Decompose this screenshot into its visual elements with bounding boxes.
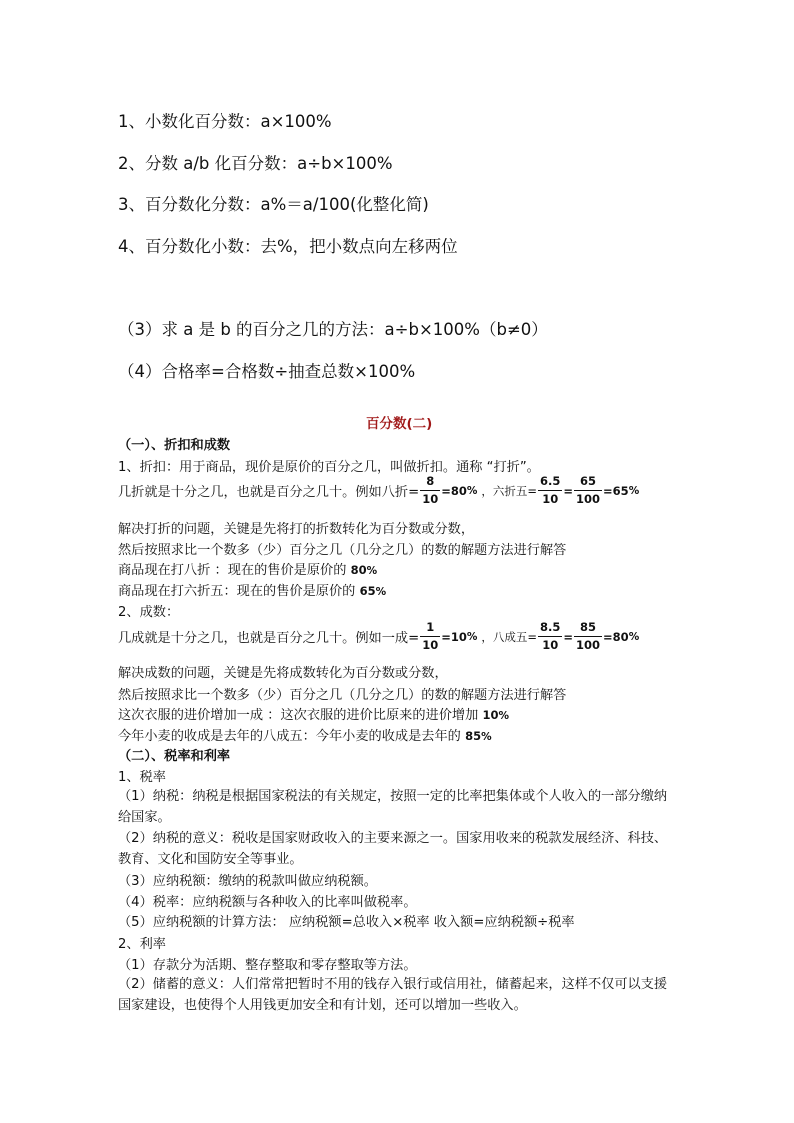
discount-example-1-result: =80 <box>441 483 467 498</box>
chengshu-example-sep: ，八成五= <box>481 629 538 644</box>
percent-sign: % <box>466 630 478 643</box>
method-4: （4）合格率=合格数÷抽查总数×100% <box>118 362 416 381</box>
interest-paragraph-2: （2）储蓄的意义：人们常常把暂时不用的钱存入银行或信用社，储蓄起来，这样不仅可以支援国家建设，也使得个人用钱更加安全和有计划，还可以增加一些收入。 <box>118 977 668 1013</box>
chengshu-example-2-result: =80 <box>603 629 629 644</box>
method-3: （3）求 a 是 b 的百分之几的方法：a÷b×100%（b≠0） <box>118 320 548 339</box>
discount-example-sep: ，六折五= <box>481 483 538 498</box>
chengshu-example-line <box>118 622 639 651</box>
chengshu-solve-2: 然后按照求比一个数多（少）百分之几（几分之几）的数的解题方法进行解答 <box>118 688 567 703</box>
chengshu-example-1-result: =10 <box>441 629 467 644</box>
tax-paragraph-3: （3）应纳税额：缴纳的税款叫做应纳税额。 <box>118 874 377 889</box>
interest-paragraph-1: （1）存款分为活期、整存整取和零存整取等方法。 <box>118 958 417 973</box>
discount-case-2: 商品现在打六折五：现在的售价是原价的 65% <box>118 584 387 599</box>
formula-1: 1、小数化百分数：a×100% <box>118 112 332 131</box>
formula-4: 4、百分数化小数：去%，把小数点向左移两位 <box>118 237 458 256</box>
discount-solve-2: 然后按照求比一个数多（少）百分之几（几分之几）的数的解题方法进行解答 <box>118 543 567 558</box>
discount-case-1: 商品现在打八折 ：现在的售价是原价的 80% <box>118 563 378 578</box>
tax-heading: （二）、税率和利率 <box>118 749 231 764</box>
section-title: 百分数(二) <box>366 416 433 432</box>
discount-heading: （一）、折扣和成数 <box>118 438 231 453</box>
equals-sign: = <box>563 483 574 498</box>
chengshu-case-2: 今年小麦的收成是去年的八成五：今年小麦的收成是去年的 85% <box>118 729 492 744</box>
equals-sign: = <box>563 629 574 644</box>
percent-sign: % <box>628 630 640 643</box>
chengshu-case-1: 这次衣服的进价增加一成 ：这次衣服的进价比原来的进价增加 10% <box>118 708 509 723</box>
formula-3: 3、百分数化分数：a%＝a/100(化整化简) <box>118 195 429 214</box>
fraction-1-10: $\frac{1}{10}$ <box>422 620 439 652</box>
fraction-6.5-10: $\frac{6.5}{10}$ <box>540 474 561 506</box>
chengshu-solve-1: 解决成数的问题，关键是先将成数转化为百分数或分数， <box>118 666 448 681</box>
interest-subheading: 2、利率 <box>118 937 166 952</box>
discount-example-prefix: 几折就是十分之几，也就是百分之几十。例如八折= <box>118 485 420 500</box>
fraction-8.5-10: $\frac{8.5}{10}$ <box>540 620 561 652</box>
fraction-65-100: $\frac{65}{100}$ <box>576 474 601 506</box>
percent-sign: % <box>466 484 478 497</box>
tax-paragraph-4: （4）税率：应纳税额与各种收入的比率叫做税率。 <box>118 895 417 910</box>
formula-2: 2、分数 a/b 化百分数：a÷b×100% <box>118 154 393 173</box>
chengshu-heading: 2、成数： <box>118 605 180 620</box>
discount-solve-1: 解决打折的问题，关键是先将打的折数转化为百分数或分数， <box>118 522 475 537</box>
tax-paragraph-5: （5）应纳税额的计算方法： 应纳税额=总收入×税率 收入额=应纳税额÷税率 <box>118 915 575 930</box>
discount-example-2-result: =65 <box>603 483 629 498</box>
percent-sign: % <box>628 484 640 497</box>
tax-paragraph-2: （2）纳税的意义：税收是国家财政收入的主要来源之一。国家用收来的税款发展经济、科技、教育、文化和国防安全等事业。 <box>118 831 668 867</box>
tax-subheading: 1、税率 <box>118 770 166 785</box>
discount-example-line <box>118 476 639 505</box>
fraction-85-100: $\frac{85}{100}$ <box>576 620 601 652</box>
chengshu-example-prefix: 几成就是十分之几，也就是百分之几十。例如一成= <box>118 631 420 646</box>
discount-definition: 1、折扣：用于商品，现价是原价的百分之几，叫做折扣。通称 “打折”。 <box>118 460 540 475</box>
tax-paragraph-1: （1）纳税：纳税是根据国家税法的有关规定，按照一定的比率把集体或个人收入的一部分缴纳给国家。 <box>118 789 668 825</box>
fraction-8-10: $\frac{8}{10}$ <box>422 474 439 506</box>
